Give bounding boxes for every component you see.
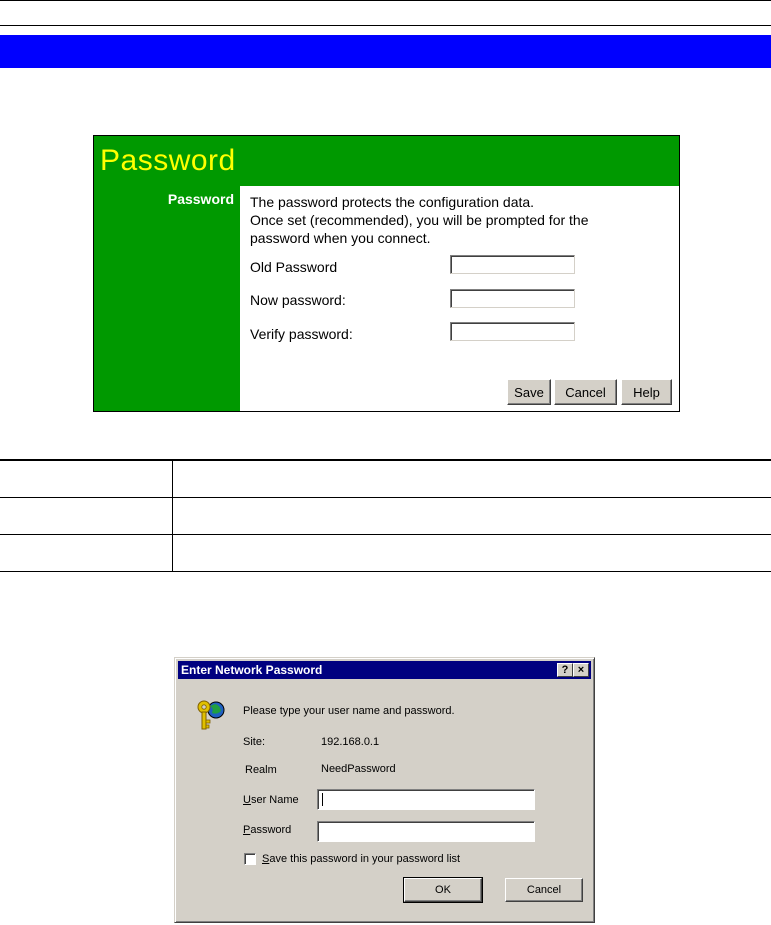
sidebar-label: Password bbox=[167, 191, 234, 207]
password-label bbox=[243, 824, 291, 836]
description-line: password when you connect. bbox=[250, 230, 431, 246]
new-password-label: Now password: bbox=[250, 292, 346, 308]
key-globe-icon bbox=[193, 696, 227, 734]
save-button[interactable]: Save bbox=[507, 379, 551, 405]
table-row-rule bbox=[0, 497, 771, 498]
password-accelerator: P bbox=[243, 824, 251, 836]
text-caret bbox=[322, 793, 323, 806]
help-button[interactable]: Help bbox=[621, 379, 672, 405]
top-rule bbox=[0, 0, 771, 1]
new-password-input[interactable] bbox=[450, 289, 575, 308]
password-config-panel bbox=[93, 135, 680, 412]
verify-password-input[interactable] bbox=[450, 322, 575, 341]
site-value: 192.168.0.1 bbox=[321, 736, 380, 748]
old-password-label: Old Password bbox=[250, 259, 338, 275]
table-row-rule bbox=[0, 534, 771, 535]
help-icon[interactable]: ? bbox=[557, 663, 573, 677]
table-bottom-rule bbox=[0, 571, 771, 572]
description-line: The password protects the configuration data. bbox=[250, 194, 535, 210]
verify-password-label: Verify password: bbox=[250, 326, 353, 342]
save-password-text: ave this password in your password list bbox=[269, 853, 461, 865]
description-line: Once set (recommended), you will be prompted for the bbox=[250, 212, 589, 228]
header-rule bbox=[0, 25, 771, 26]
username-label bbox=[243, 794, 299, 806]
password-label-text: assword bbox=[250, 824, 292, 836]
password-input[interactable] bbox=[317, 821, 535, 842]
save-password-checkbox[interactable] bbox=[244, 853, 256, 865]
dialog-cancel-button[interactable]: Cancel bbox=[505, 878, 583, 902]
username-input[interactable] bbox=[317, 789, 535, 810]
username-accelerator: U bbox=[243, 794, 251, 806]
panel-title: Password bbox=[100, 144, 236, 177]
panel-body bbox=[240, 186, 679, 411]
panel-description bbox=[250, 193, 670, 247]
panel-header bbox=[94, 136, 679, 186]
dialog-prompt: Please type your user name and password. bbox=[243, 705, 455, 717]
site-label: Site: bbox=[243, 736, 266, 748]
username-label-text: ser Name bbox=[250, 794, 299, 806]
save-password-label[interactable] bbox=[262, 853, 460, 865]
realm-value: NeedPassword bbox=[321, 763, 396, 775]
section-heading-bar bbox=[0, 35, 771, 68]
close-icon[interactable]: × bbox=[573, 663, 589, 677]
table-column-divider bbox=[172, 460, 173, 571]
dialog-titlebar bbox=[178, 661, 591, 679]
network-password-dialog bbox=[174, 657, 595, 923]
realm-label: Realm bbox=[245, 764, 277, 776]
ok-button[interactable]: OK bbox=[404, 878, 482, 902]
cancel-button[interactable]: Cancel bbox=[554, 379, 617, 405]
panel-sidebar bbox=[94, 186, 240, 411]
table-top-rule bbox=[0, 459, 771, 461]
dialog-title: Enter Network Password bbox=[181, 663, 323, 677]
old-password-input[interactable] bbox=[450, 255, 575, 274]
save-password-accelerator: S bbox=[262, 853, 270, 865]
